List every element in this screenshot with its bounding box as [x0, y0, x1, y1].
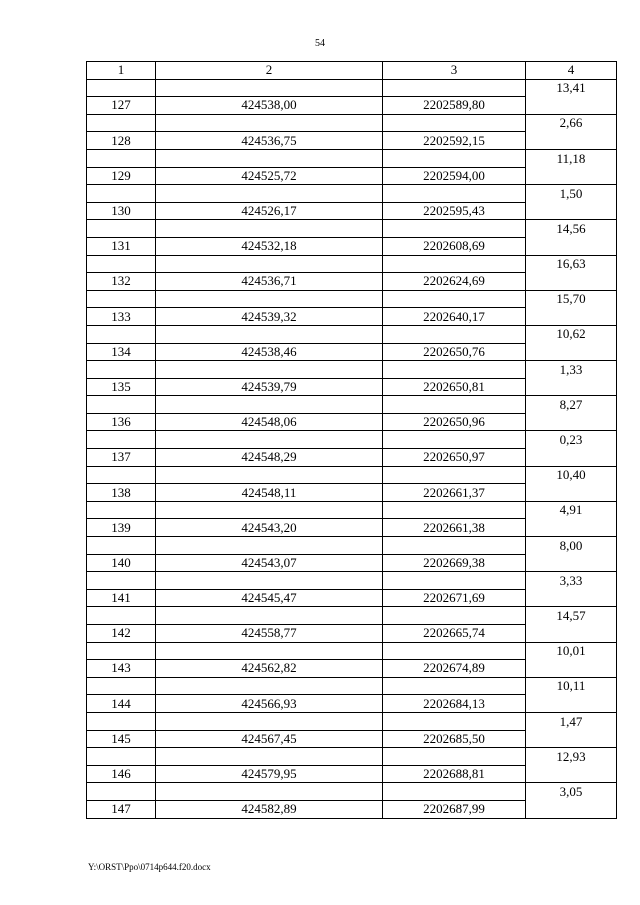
y-coordinate-cell — [383, 79, 526, 97]
y-coordinate-cell: 2202665,74 — [383, 625, 526, 643]
point-row — [87, 237, 617, 255]
distance-row — [87, 572, 617, 590]
y-coordinate-cell — [383, 255, 526, 273]
table-header-row — [87, 62, 617, 80]
y-coordinate-cell: 2202650,96 — [383, 413, 526, 431]
distance-cell: 11,18 — [526, 149, 617, 167]
x-coordinate-cell — [156, 396, 383, 414]
distance-row — [87, 79, 617, 97]
point-number-cell: 133 — [87, 308, 156, 326]
distance-cell — [526, 343, 617, 361]
point-number-cell: 142 — [87, 625, 156, 643]
y-coordinate-cell — [383, 325, 526, 343]
point-number-cell — [87, 783, 156, 801]
point-row — [87, 765, 617, 783]
y-coordinate-cell — [383, 748, 526, 766]
point-row — [87, 413, 617, 431]
point-number-cell — [87, 396, 156, 414]
y-coordinate-cell: 2202661,38 — [383, 519, 526, 537]
point-row — [87, 449, 617, 467]
x-coordinate-cell: 424579,95 — [156, 765, 383, 783]
distance-cell — [526, 202, 617, 220]
x-coordinate-cell — [156, 642, 383, 660]
y-coordinate-cell: 2202671,69 — [383, 589, 526, 607]
point-number-cell — [87, 255, 156, 273]
distance-row — [87, 783, 617, 801]
header-cell-3: 3 — [383, 62, 526, 80]
distance-cell: 15,70 — [526, 290, 617, 308]
x-coordinate-cell — [156, 537, 383, 555]
point-number-cell — [87, 361, 156, 379]
distance-row — [87, 712, 617, 730]
point-row — [87, 695, 617, 713]
distance-cell — [526, 273, 617, 291]
distance-cell: 13,41 — [526, 79, 617, 97]
y-coordinate-cell: 2202684,13 — [383, 695, 526, 713]
x-coordinate-cell: 424582,89 — [156, 800, 383, 818]
point-number-cell: 144 — [87, 695, 156, 713]
point-number-cell: 128 — [87, 132, 156, 150]
y-coordinate-cell — [383, 431, 526, 449]
y-coordinate-cell — [383, 466, 526, 484]
x-coordinate-cell — [156, 114, 383, 132]
distance-row — [87, 748, 617, 766]
distance-cell: 10,01 — [526, 642, 617, 660]
distance-row — [87, 290, 617, 308]
point-row — [87, 132, 617, 150]
distance-cell — [526, 308, 617, 326]
point-number-cell — [87, 607, 156, 625]
x-coordinate-cell — [156, 185, 383, 203]
distance-row — [87, 361, 617, 379]
x-coordinate-cell — [156, 361, 383, 379]
y-coordinate-cell: 2202589,80 — [383, 97, 526, 115]
point-number-cell: 134 — [87, 343, 156, 361]
y-coordinate-cell: 2202650,97 — [383, 449, 526, 467]
x-coordinate-cell: 424562,82 — [156, 660, 383, 678]
point-number-cell — [87, 290, 156, 308]
point-number-cell: 136 — [87, 413, 156, 431]
distance-cell: 1,33 — [526, 361, 617, 379]
distance-cell: 3,05 — [526, 783, 617, 801]
x-coordinate-cell: 424558,77 — [156, 625, 383, 643]
point-number-cell: 145 — [87, 730, 156, 748]
point-row — [87, 308, 617, 326]
distance-cell — [526, 800, 617, 818]
y-coordinate-cell — [383, 537, 526, 555]
distance-row — [87, 537, 617, 555]
distance-row — [87, 325, 617, 343]
distance-cell — [526, 519, 617, 537]
header-cell-4: 4 — [526, 62, 617, 80]
point-row — [87, 730, 617, 748]
point-number-cell — [87, 149, 156, 167]
distance-row — [87, 501, 617, 519]
y-coordinate-cell: 2202624,69 — [383, 273, 526, 291]
point-number-cell: 141 — [87, 589, 156, 607]
distance-cell: 8,27 — [526, 396, 617, 414]
coordinates-table — [86, 61, 617, 819]
y-coordinate-cell — [383, 783, 526, 801]
point-row — [87, 519, 617, 537]
point-number-cell — [87, 220, 156, 238]
x-coordinate-cell: 424538,00 — [156, 97, 383, 115]
distance-cell: 12,93 — [526, 748, 617, 766]
distance-cell — [526, 413, 617, 431]
point-number-cell — [87, 114, 156, 132]
distance-cell: 2,66 — [526, 114, 617, 132]
point-number-cell: 130 — [87, 202, 156, 220]
point-row — [87, 660, 617, 678]
x-coordinate-cell — [156, 748, 383, 766]
point-number-cell — [87, 677, 156, 695]
y-coordinate-cell — [383, 607, 526, 625]
x-coordinate-cell — [156, 712, 383, 730]
point-number-cell: 146 — [87, 765, 156, 783]
x-coordinate-cell — [156, 501, 383, 519]
x-coordinate-cell: 424536,71 — [156, 273, 383, 291]
x-coordinate-cell: 424526,17 — [156, 202, 383, 220]
point-number-cell: 132 — [87, 273, 156, 291]
x-coordinate-cell: 424543,20 — [156, 519, 383, 537]
point-row — [87, 554, 617, 572]
y-coordinate-cell: 2202640,17 — [383, 308, 526, 326]
point-number-cell — [87, 501, 156, 519]
y-coordinate-cell: 2202674,89 — [383, 660, 526, 678]
distance-cell: 14,57 — [526, 607, 617, 625]
point-row — [87, 625, 617, 643]
x-coordinate-cell: 424532,18 — [156, 237, 383, 255]
y-coordinate-cell: 2202687,99 — [383, 800, 526, 818]
distance-cell — [526, 589, 617, 607]
x-coordinate-cell: 424548,11 — [156, 484, 383, 502]
x-coordinate-cell — [156, 220, 383, 238]
point-row — [87, 800, 617, 818]
y-coordinate-cell — [383, 642, 526, 660]
point-number-cell: 140 — [87, 554, 156, 572]
point-row — [87, 97, 617, 115]
point-number-cell: 127 — [87, 97, 156, 115]
distance-row — [87, 114, 617, 132]
point-number-cell — [87, 185, 156, 203]
y-coordinate-cell — [383, 220, 526, 238]
distance-cell: 0,23 — [526, 431, 617, 449]
point-number-cell: 138 — [87, 484, 156, 502]
distance-cell — [526, 378, 617, 396]
x-coordinate-cell — [156, 572, 383, 590]
x-coordinate-cell: 424545,47 — [156, 589, 383, 607]
y-coordinate-cell: 2202608,69 — [383, 237, 526, 255]
distance-row — [87, 607, 617, 625]
distance-cell: 14,56 — [526, 220, 617, 238]
distance-cell: 8,00 — [526, 537, 617, 555]
y-coordinate-cell — [383, 677, 526, 695]
distance-cell: 10,62 — [526, 325, 617, 343]
y-coordinate-cell: 2202669,38 — [383, 554, 526, 572]
y-coordinate-cell — [383, 572, 526, 590]
distance-cell: 1,47 — [526, 712, 617, 730]
header-cell-1: 1 — [87, 62, 156, 80]
y-coordinate-cell: 2202661,37 — [383, 484, 526, 502]
point-number-cell — [87, 572, 156, 590]
y-coordinate-cell: 2202592,15 — [383, 132, 526, 150]
point-number-cell — [87, 748, 156, 766]
x-coordinate-cell: 424538,46 — [156, 343, 383, 361]
x-coordinate-cell: 424525,72 — [156, 167, 383, 185]
y-coordinate-cell — [383, 290, 526, 308]
distance-cell — [526, 695, 617, 713]
point-row — [87, 273, 617, 291]
x-coordinate-cell: 424567,45 — [156, 730, 383, 748]
distance-cell: 4,91 — [526, 501, 617, 519]
distance-cell — [526, 97, 617, 115]
distance-cell: 10,40 — [526, 466, 617, 484]
y-coordinate-cell: 2202685,50 — [383, 730, 526, 748]
x-coordinate-cell — [156, 607, 383, 625]
x-coordinate-cell: 424548,29 — [156, 449, 383, 467]
distance-cell — [526, 449, 617, 467]
y-coordinate-cell — [383, 501, 526, 519]
x-coordinate-cell — [156, 431, 383, 449]
y-coordinate-cell — [383, 185, 526, 203]
distance-cell — [526, 237, 617, 255]
point-number-cell: 139 — [87, 519, 156, 537]
point-number-cell — [87, 466, 156, 484]
y-coordinate-cell — [383, 114, 526, 132]
point-number-cell — [87, 642, 156, 660]
x-coordinate-cell: 424539,79 — [156, 378, 383, 396]
point-row — [87, 589, 617, 607]
x-coordinate-cell: 424539,32 — [156, 308, 383, 326]
point-number-cell: 135 — [87, 378, 156, 396]
distance-cell: 16,63 — [526, 255, 617, 273]
distance-row — [87, 396, 617, 414]
y-coordinate-cell: 2202650,76 — [383, 343, 526, 361]
y-coordinate-cell — [383, 361, 526, 379]
y-coordinate-cell — [383, 712, 526, 730]
distance-cell — [526, 484, 617, 502]
point-row — [87, 202, 617, 220]
point-row — [87, 378, 617, 396]
distance-row — [87, 149, 617, 167]
point-row — [87, 167, 617, 185]
point-number-cell — [87, 537, 156, 555]
x-coordinate-cell — [156, 677, 383, 695]
distance-cell: 3,33 — [526, 572, 617, 590]
point-row — [87, 484, 617, 502]
y-coordinate-cell — [383, 396, 526, 414]
point-number-cell — [87, 79, 156, 97]
y-coordinate-cell: 2202594,00 — [383, 167, 526, 185]
x-coordinate-cell — [156, 149, 383, 167]
y-coordinate-cell: 2202650,81 — [383, 378, 526, 396]
distance-cell: 10,11 — [526, 677, 617, 695]
footer-file-path: Y:\ORST\Ppo\0714p644.f20.docx — [88, 862, 211, 872]
point-row — [87, 343, 617, 361]
page-number: 54 — [315, 38, 325, 49]
x-coordinate-cell: 424566,93 — [156, 695, 383, 713]
x-coordinate-cell: 424536,75 — [156, 132, 383, 150]
y-coordinate-cell: 2202595,43 — [383, 202, 526, 220]
distance-row — [87, 466, 617, 484]
distance-row — [87, 642, 617, 660]
x-coordinate-cell: 424543,07 — [156, 554, 383, 572]
point-number-cell: 147 — [87, 800, 156, 818]
x-coordinate-cell — [156, 783, 383, 801]
x-coordinate-cell — [156, 325, 383, 343]
distance-cell — [526, 625, 617, 643]
x-coordinate-cell: 424548,06 — [156, 413, 383, 431]
point-number-cell — [87, 431, 156, 449]
y-coordinate-cell — [383, 149, 526, 167]
distance-row — [87, 220, 617, 238]
point-number-cell — [87, 712, 156, 730]
point-number-cell: 143 — [87, 660, 156, 678]
header-cell-2: 2 — [156, 62, 383, 80]
x-coordinate-cell — [156, 466, 383, 484]
distance-cell — [526, 730, 617, 748]
x-coordinate-cell — [156, 79, 383, 97]
distance-cell — [526, 765, 617, 783]
point-number-cell — [87, 325, 156, 343]
distance-cell — [526, 660, 617, 678]
x-coordinate-cell — [156, 290, 383, 308]
distance-cell — [526, 132, 617, 150]
table-body — [87, 62, 617, 819]
x-coordinate-cell — [156, 255, 383, 273]
point-number-cell: 129 — [87, 167, 156, 185]
point-number-cell: 131 — [87, 237, 156, 255]
distance-cell — [526, 167, 617, 185]
distance-cell: 1,50 — [526, 185, 617, 203]
distance-row — [87, 255, 617, 273]
distance-row — [87, 677, 617, 695]
point-number-cell: 137 — [87, 449, 156, 467]
distance-row — [87, 185, 617, 203]
y-coordinate-cell: 2202688,81 — [383, 765, 526, 783]
distance-row — [87, 431, 617, 449]
distance-cell — [526, 554, 617, 572]
